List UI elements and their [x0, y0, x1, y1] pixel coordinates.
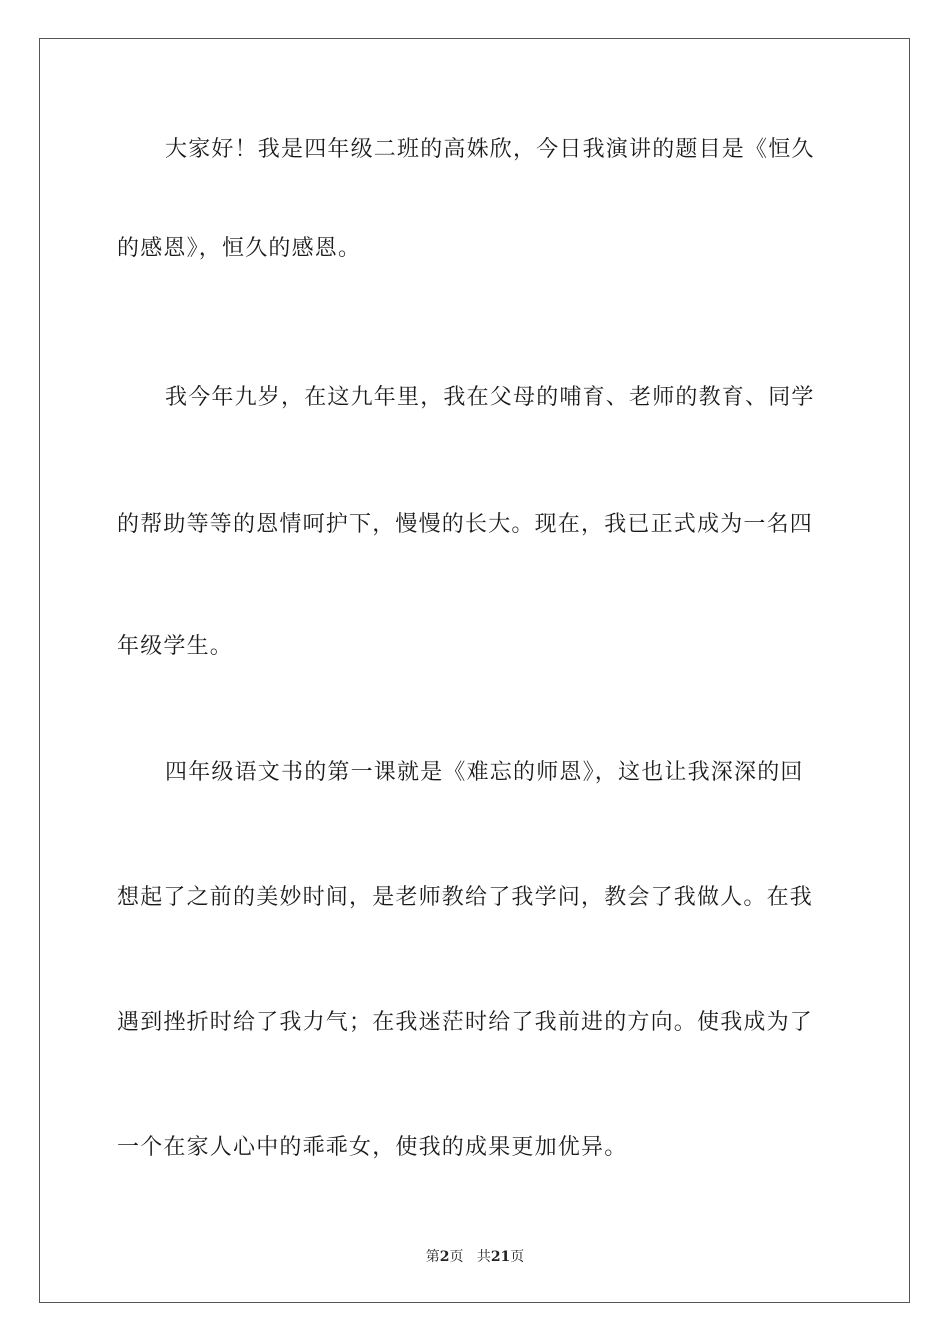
- paragraph-2-line-3: 年级学生。: [117, 634, 234, 659]
- paragraph-2-line-1: 我今年九岁，在这九年里，我在父母的哺育、老师的教育、同学: [165, 385, 815, 410]
- total-suffix: 页: [510, 1249, 525, 1265]
- total-pages: 21: [490, 1249, 511, 1265]
- page-footer: [0, 1246, 950, 1266]
- page-prefix: 第: [425, 1249, 440, 1265]
- paragraph-3-line-3: 遇到挫折时给了我力气；在我迷茫时给了我前进的方向。使我成为了: [117, 1010, 814, 1035]
- paragraph-1-line-1: 大家好！我是四年级二班的高姝欣，今日我演讲的题目是《恒久: [165, 137, 815, 162]
- paragraph-3-line-2: 想起了之前的美妙时间，是老师教给了我学问，教会了我做人。在我: [117, 885, 814, 910]
- paragraph-2-line-2: 的帮助等等的恩情呵护下，慢慢的长大。现在，我已正式成为一名四: [117, 512, 814, 537]
- total-prefix: 共: [476, 1249, 491, 1265]
- page-border: [39, 38, 910, 1303]
- paragraph-3-line-4: 一个在家人心中的乖乖女，使我的成果更加优异。: [117, 1135, 628, 1160]
- page-number: 2: [439, 1249, 450, 1265]
- page-suffix: 页: [449, 1249, 464, 1265]
- paragraph-3-line-1: 四年级语文书的第一课就是《难忘的师恩》，这也让我深深的回: [165, 760, 804, 785]
- paragraph-1-line-2: 的感恩》，恒久的感恩。: [117, 236, 362, 261]
